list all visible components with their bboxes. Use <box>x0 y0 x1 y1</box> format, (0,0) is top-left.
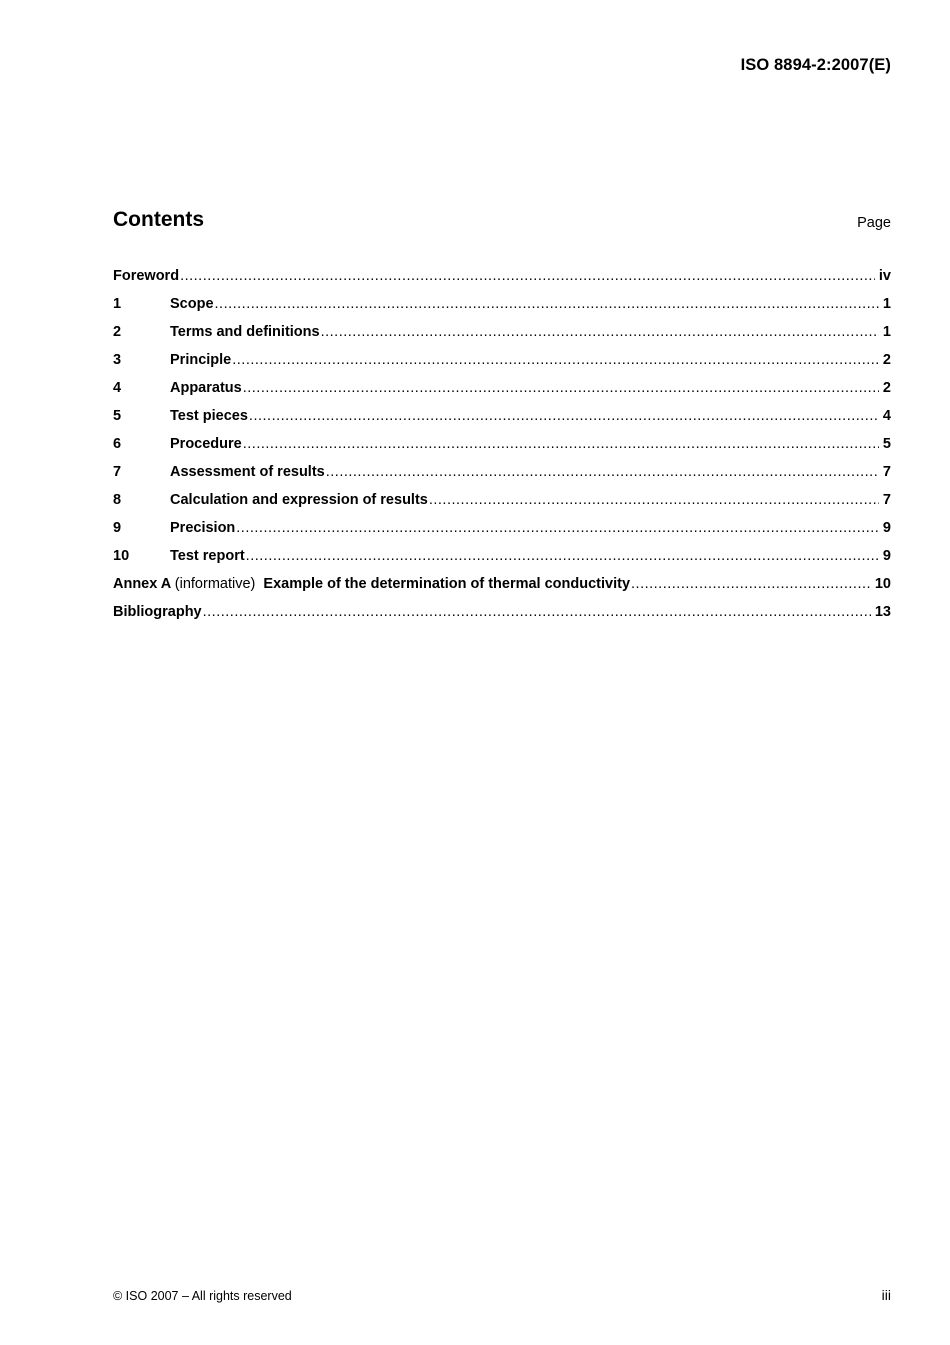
toc-entry-title <box>113 576 630 592</box>
toc-entry-page: 1 <box>882 324 891 340</box>
toc-entry-title: Test pieces <box>170 408 248 424</box>
toc-entry-title: Bibliography <box>113 604 202 620</box>
dot-leader <box>246 548 879 564</box>
toc-entry-page: 5 <box>882 436 891 452</box>
toc-entry-title: Procedure <box>170 436 242 452</box>
toc-entry-assessment-of-results[interactable] <box>113 464 891 492</box>
toc-entry-principle[interactable] <box>113 352 891 380</box>
page-column-label: Page <box>857 215 891 231</box>
toc-entry-procedure[interactable] <box>113 436 891 464</box>
toc-entry-page: 9 <box>882 520 891 536</box>
dot-leader <box>243 436 879 452</box>
toc-entry-title: Assessment of results <box>170 464 325 480</box>
dot-leader <box>326 464 879 480</box>
toc-entry-precision[interactable] <box>113 520 891 548</box>
toc-entry-number: 1 <box>113 296 122 312</box>
annex-qualifier: (informative) <box>174 576 256 592</box>
toc-entry-page: 7 <box>882 492 891 508</box>
toc-entry-page: 10 <box>874 576 891 592</box>
toc-entry-page: 4 <box>882 408 891 424</box>
toc-entry-title: Calculation and expression of results <box>170 492 428 508</box>
toc-entry-title: Apparatus <box>170 380 242 396</box>
toc-entry-number: 5 <box>113 408 122 424</box>
dot-leader <box>203 604 871 620</box>
toc-entry-number: 2 <box>113 324 122 340</box>
toc-entry-annex-a[interactable] <box>113 576 891 604</box>
toc-header <box>113 208 891 238</box>
page-number: iii <box>881 1287 891 1303</box>
toc-entry-bibliography[interactable] <box>113 604 891 632</box>
toc-entry-calculation[interactable] <box>113 492 891 520</box>
toc-entry-test-pieces[interactable] <box>113 408 891 436</box>
toc-entry-foreword[interactable] <box>113 268 891 296</box>
toc-entry-page: 9 <box>882 548 891 564</box>
dot-leader <box>215 296 879 312</box>
document-id: ISO 8894-2:2007(E) <box>740 56 891 74</box>
dot-leader <box>631 576 871 592</box>
table-of-contents <box>113 268 891 632</box>
toc-entry-title: Scope <box>170 296 214 312</box>
toc-entry-page: iv <box>878 268 891 284</box>
toc-entry-page: 7 <box>882 464 891 480</box>
dot-leader <box>243 380 879 396</box>
toc-entry-title: Terms and definitions <box>170 324 320 340</box>
toc-entry-number: 4 <box>113 380 122 396</box>
annex-label: Annex A <box>113 576 171 592</box>
toc-entry-page: 2 <box>882 380 891 396</box>
toc-entry-number: 10 <box>113 548 130 564</box>
toc-entry-test-report[interactable] <box>113 548 891 576</box>
toc-entry-number: 6 <box>113 436 122 452</box>
dot-leader <box>236 520 879 536</box>
dot-leader <box>249 408 879 424</box>
toc-entry-number: 9 <box>113 520 122 536</box>
dot-leader <box>180 268 875 284</box>
toc-entry-page: 13 <box>874 604 891 620</box>
copyright-notice: © ISO 2007 – All rights reserved <box>113 1289 292 1303</box>
toc-entry-page: 1 <box>882 296 891 312</box>
dot-leader <box>232 352 879 368</box>
dot-leader <box>429 492 879 508</box>
toc-entry-title: Principle <box>170 352 232 368</box>
toc-entry-title: Foreword <box>113 268 180 284</box>
toc-entry-number: 7 <box>113 464 122 480</box>
annex-title: Example of the determination of thermal conductivity <box>263 576 631 592</box>
dot-leader <box>321 324 879 340</box>
toc-entry-page: 2 <box>882 352 891 368</box>
toc-entry-number: 3 <box>113 352 122 368</box>
page-title: Contents <box>113 208 204 231</box>
toc-entry-scope[interactable] <box>113 296 891 324</box>
toc-entry-title: Precision <box>170 520 236 536</box>
toc-entry-title: Test report <box>170 548 245 564</box>
toc-entry-terms-and-definitions[interactable] <box>113 324 891 352</box>
toc-entry-number: 8 <box>113 492 122 508</box>
toc-entry-apparatus[interactable] <box>113 380 891 408</box>
